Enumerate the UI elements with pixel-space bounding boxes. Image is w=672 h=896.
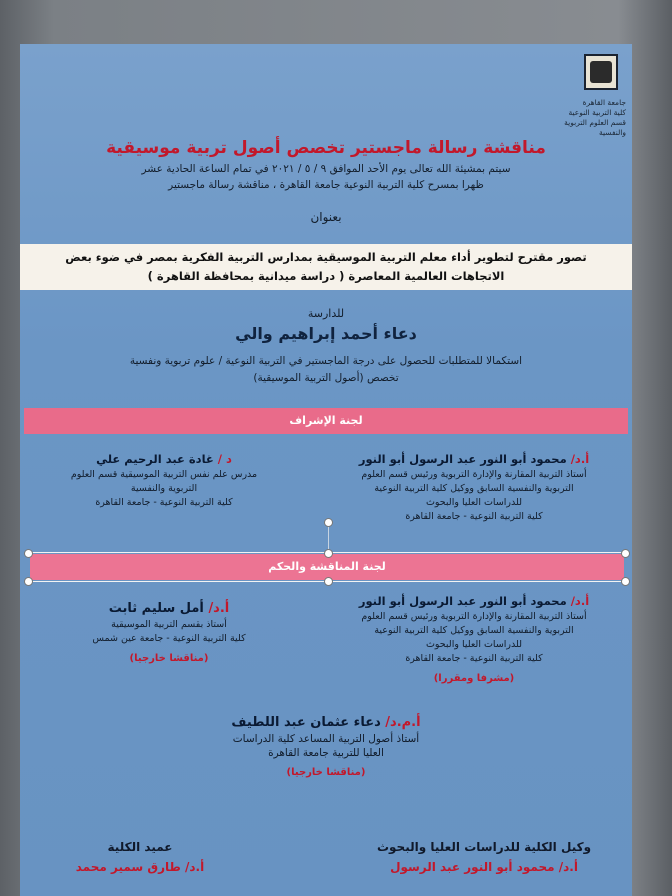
footer-left — [50, 840, 230, 874]
supervision-heading: لجنة الإشراف — [24, 408, 628, 434]
document-page — [20, 44, 632, 896]
committee-member-center — [176, 714, 476, 780]
committee-center-name: دعاء عثمان عبد اللطيف — [231, 715, 381, 730]
footer-left-label: عميد الكلية — [107, 840, 173, 854]
supervisor-left — [34, 450, 294, 510]
committee-right-line: كلية التربية النوعية - جامعة القاهرة — [405, 653, 543, 664]
thesis-title-line-2: الاتجاهات العالمية المعاصرة ( دراسة ميدانية بمحافظة القاهرة ) — [147, 269, 505, 283]
university-line: كلية التربية النوعية — [568, 108, 626, 117]
thesis-title-box — [20, 244, 632, 290]
supervisor-right — [324, 450, 624, 524]
committee-heading[interactable]: لجنة المناقشة والحكم — [30, 554, 624, 580]
supervisor-left-line: مدرس علم نفس التربية الموسيقية قسم العلوم — [70, 469, 258, 480]
footer-right — [344, 840, 624, 874]
researcher-label: للدارسة — [307, 307, 345, 320]
supervisor-left-line: التربوية والنفسية — [130, 483, 198, 494]
committee-left-line: كلية التربية النوعية - جامعة عين شمس — [92, 633, 246, 644]
committee-right-line: للدراسات العليا والبحوث — [425, 639, 523, 650]
footer-left-title: أ.د/ — [185, 860, 205, 874]
researcher-name: دعاء أحمد إبراهيم والي — [235, 324, 417, 343]
committee-member-right — [324, 592, 624, 686]
footer-right-title: أ.د/ — [558, 860, 578, 874]
university-line: قسم العلوم التربوية والنفسية — [564, 118, 626, 137]
document-title: مناقشة رسالة ماجستير تخصص أصول تربية موسيقية — [106, 138, 546, 158]
rotate-handle[interactable] — [324, 518, 333, 527]
committee-left-role: (مناقشا خارجيا) — [129, 653, 209, 664]
committee-center-line: أستاذ أصول التربية المساعد كلية الدراسات — [232, 733, 420, 745]
resize-handle-bottom-right[interactable] — [621, 577, 630, 586]
supervisor-right-name: محمود أبو النور عبد الرسول أبو النور — [358, 452, 567, 466]
committee-member-left — [44, 600, 294, 666]
supervisor-left-title: د / — [217, 452, 232, 466]
titled-label: بعنوان — [310, 210, 342, 224]
supervisor-right-line: للدراسات العليا والبحوث — [425, 497, 523, 508]
announcement-line-1: سيتم بمشيئة الله تعالى يوم الأحد الموافق ٩ / ٥ / ٢٠٢١ في تمام الساعة الحادية عشر — [141, 163, 511, 175]
committee-right-role: (مشرفا ومقررا) — [433, 673, 515, 684]
resize-handle-top-left[interactable] — [24, 549, 33, 558]
resize-handle-top[interactable] — [324, 549, 333, 558]
committee-right-name: محمود أبو النور عبد الرسول أبو النور — [358, 594, 567, 608]
footer-right-label: وكيل الكلية للدراسات العليا والبحوث — [376, 840, 592, 854]
supervisor-right-title: أ.د/ — [570, 452, 590, 466]
resize-handle-bottom[interactable] — [324, 577, 333, 586]
supervisor-right-line: التربوية والنفسية السابق ووكيل كلية التربية النوعية — [374, 483, 574, 494]
committee-center-line: العليا للتربية جامعة القاهرة — [268, 747, 384, 759]
thesis-title-line-1: تصور مقترح لتطوير أداء معلم التربية الموسيقية بمدارس التربية الفكرية بمصر في ضوء بعض — [65, 250, 587, 264]
university-line: جامعة القاهرة — [582, 98, 626, 107]
committee-right-line: التربوية والنفسية السابق ووكيل كلية التربية النوعية — [374, 625, 574, 636]
committee-center-role: (مناقشا خارجيا) — [286, 767, 366, 778]
announcement-line-2: ظهرا بمسرح كلية التربية النوعية جامعة القاهرة ، مناقشة رسالة ماجستير — [168, 179, 484, 191]
resize-handle-top-right[interactable] — [621, 549, 630, 558]
committee-left-title: أ.د/ — [208, 601, 230, 616]
supervisor-right-line: أستاذ التربية المقارنة والإدارة التربوية ورئيس قسم العلوم — [361, 469, 587, 480]
university-logo — [584, 54, 618, 90]
resize-handle-bottom-left[interactable] — [24, 577, 33, 586]
supervisor-left-line: كلية التربية النوعية - جامعة القاهرة — [95, 497, 233, 508]
supervisor-left-name: غادة عبد الرحيم علي — [96, 452, 214, 466]
committee-left-name: أمل سليم ثابت — [108, 601, 204, 616]
supervisor-right-line: كلية التربية النوعية - جامعة القاهرة — [405, 511, 543, 522]
university-header — [540, 98, 626, 138]
committee-right-title: أ.د/ — [570, 594, 590, 608]
committee-right-line: أستاذ التربية المقارنة والإدارة التربوية ورئيس قسم العلوم — [361, 611, 587, 622]
committee-left-line: أستاذ بقسم التربية الموسيقية — [111, 619, 227, 630]
footer-right-name: محمود أبو النور عبد الرسول — [390, 860, 555, 874]
committee-center-title: أ.م.د/ — [385, 715, 421, 730]
footer-left-name: طارق سمير محمد — [75, 860, 181, 874]
degree-line-1: استكمالا للمتطلبات للحصول على درجة الماجستير في التربية النوعية / علوم تربوية ونفسية — [129, 355, 523, 367]
degree-line-2: تخصص (أصول التربية الموسيقية) — [253, 372, 399, 384]
